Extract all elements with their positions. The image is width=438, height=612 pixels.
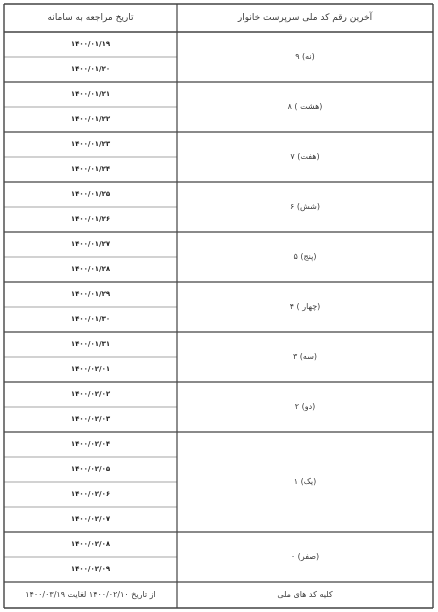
digit-cell: ۶ (شش) <box>290 202 320 211</box>
footer-date-cell: از تاریخ ۱۴۰۰/۰۲/۱۰ لغایت ۱۴۰۰/۰۳/۱۹ <box>25 590 156 599</box>
digit-cell: ۸ ( هشت) <box>287 102 323 111</box>
date-cell: ۱۴۰۰/۰۱/۲۳ <box>70 140 111 148</box>
date-cell: ۱۴۰۰/۰۲/۰۷ <box>70 515 111 523</box>
date-cell: ۱۴۰۰/۰۲/۰۳ <box>70 415 111 423</box>
footer-digit-cell: کلیه کد های ملی <box>277 590 333 599</box>
date-cell: ۱۴۰۰/۰۱/۲۷ <box>70 240 111 248</box>
digit-cell: ۰ (صفر) <box>290 552 320 561</box>
date-cell: ۱۴۰۰/۰۲/۰۸ <box>70 540 111 548</box>
date-cell: ۱۴۰۰/۰۱/۲۵ <box>70 190 111 198</box>
date-cell: ۱۴۰۰/۰۱/۲۹ <box>70 290 111 298</box>
digit-cell: ۷ (هفت) <box>290 152 320 161</box>
digit-cell: ۵ (پنج) <box>293 252 317 261</box>
date-cell: ۱۴۰۰/۰۲/۰۶ <box>70 490 111 498</box>
digit-cell: ۲ (دو) <box>294 402 316 411</box>
date-cell: ۱۴۰۰/۰۱/۲۱ <box>70 90 111 98</box>
date-cell: ۱۴۰۰/۰۲/۰۴ <box>70 440 111 448</box>
date-cell: ۱۴۰۰/۰۱/۲۶ <box>70 215 111 223</box>
date-cell: ۱۴۰۰/۰۱/۲۰ <box>70 65 111 73</box>
digit-cell: ۱ (یک) <box>293 477 317 486</box>
date-cell: ۱۴۰۰/۰۱/۳۰ <box>70 315 111 323</box>
header-digit-column: آخرین رقم کد ملی سرپرست خانوار <box>237 12 373 23</box>
date-cell: ۱۴۰۰/۰۱/۱۹ <box>70 40 111 48</box>
header-date-column: تاریخ مراجعه به سامانه <box>47 12 134 23</box>
date-cell: ۱۴۰۰/۰۱/۳۱ <box>70 340 111 348</box>
date-cell: ۱۴۰۰/۰۲/۰۲ <box>70 390 111 398</box>
digit-cell: ۴ ( چهار) <box>289 302 321 311</box>
date-cell: ۱۴۰۰/۰۱/۲۲ <box>70 115 111 123</box>
date-cell: ۱۴۰۰/۰۲/۰۵ <box>70 465 111 473</box>
date-cell: ۱۴۰۰/۰۲/۰۱ <box>70 365 111 373</box>
digit-cell: ۹ (نه) <box>295 52 315 61</box>
date-cell: ۱۴۰۰/۰۱/۲۸ <box>70 265 111 273</box>
date-cell: ۱۴۰۰/۰۲/۰۹ <box>70 565 111 573</box>
digit-cell: ۳ (سه) <box>292 352 318 361</box>
date-cell: ۱۴۰۰/۰۱/۲۴ <box>70 165 111 173</box>
